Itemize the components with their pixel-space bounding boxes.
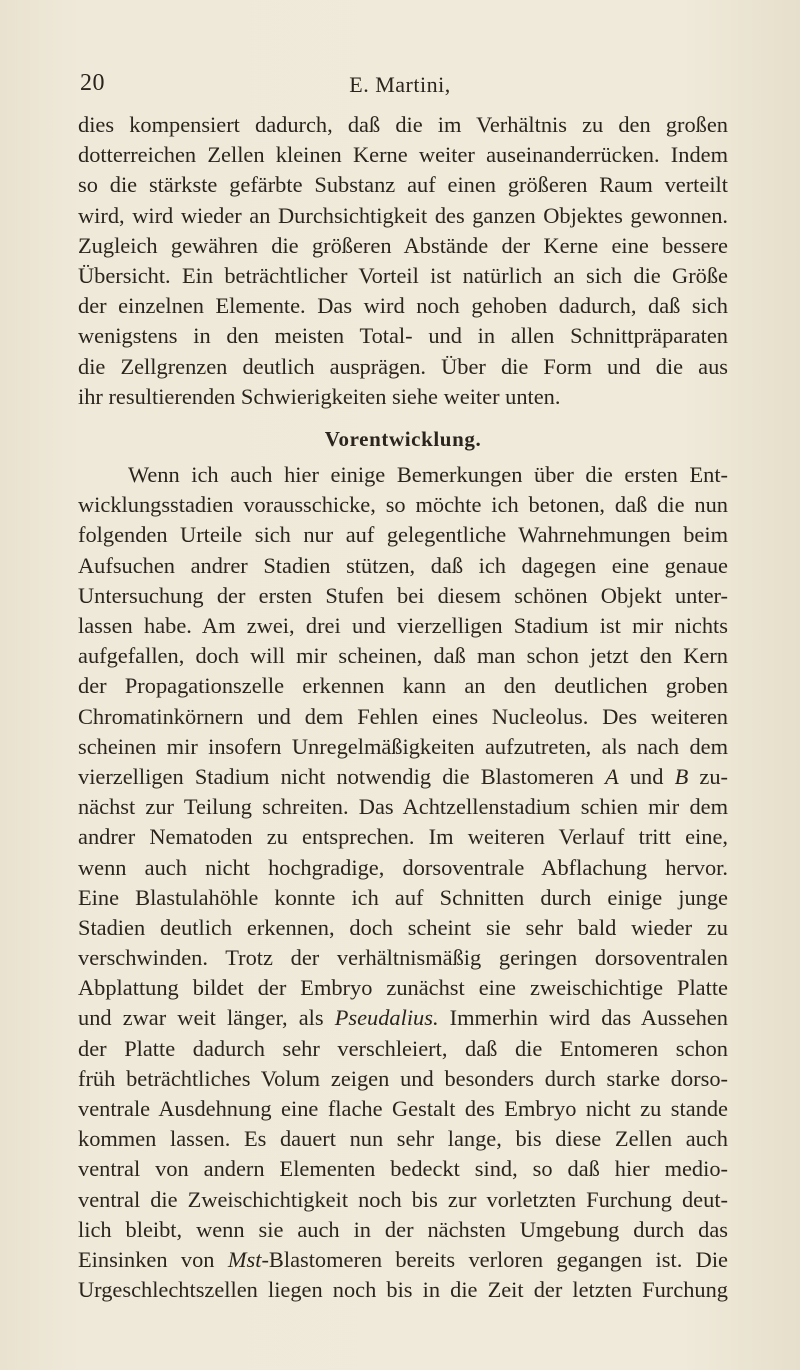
page-number: 20 (80, 70, 105, 96)
italic-abbreviation: Mst (227, 1246, 262, 1272)
text-line: Stadien deutlich erkennen, doch scheint sie sehr bald wieder zu (78, 914, 728, 940)
text-line: der einzelnen Elemente. Das wird noch gehoben dadurch, daß sich (78, 293, 728, 319)
text-line: folgenden Urteile sich nur auf gelegentliche Wahrnehmungen beim (78, 522, 728, 548)
text-line: Zugleich gewähren die größeren Abstände der Kerne eine bessere (78, 232, 728, 258)
text-line: wird, wird wieder an Durchsichtigkeit des ganzen Objektes gewonnen. (78, 202, 728, 228)
text-line: der Platte dadurch sehr verschleiert, daß die Entomeren schon (78, 1035, 728, 1061)
text-segment: zu- (688, 763, 728, 789)
text-line: Abplattung bildet der Embryo zunächst eine zweischichtige Platte (78, 975, 728, 1001)
text-segment: vierzelligen Stadium nicht notwendig die Blastomeren (78, 763, 606, 789)
text-line: scheinen mir insofern Unregelmäßigkeiten aufzutreten, als nach dem (78, 733, 728, 759)
text-line: dotterreichen Zellen kleinen Kerne weiter auseinanderrücken. Indem (78, 142, 728, 168)
italic-letter: A (605, 763, 619, 789)
text-segment: -Blastomeren bereits verloren gegangen ist. Die (261, 1246, 728, 1272)
text-line (78, 1245, 728, 1275)
text-segment: und (618, 763, 675, 789)
text-line: ventral von andern Elementen bedeckt sind, so daß hier medio- (78, 1156, 728, 1182)
italic-genus-name: Pseudalius. (334, 1005, 439, 1031)
italic-letter: B (674, 763, 689, 789)
text-segment: und zwar weit länger, als (78, 1005, 335, 1031)
text-line: ventrale Ausdehnung eine flache Gestalt des Embryo nicht zu stande (78, 1096, 728, 1121)
paragraph (78, 460, 728, 1305)
text-line: ihr resultierenden Schwierigkeiten siehe weiter unten. (78, 383, 561, 409)
text-line: Aufsuchen andrer Stadien stützen, daß ich dagegen eine genaue (78, 552, 728, 578)
text-line: Urgeschlechtszellen liegen noch bis in die Zeit der letzten Furchung (78, 1277, 728, 1303)
text-line: Übersicht. Ein beträchtlicher Vorteil ist natürlich an sich die Größe (78, 262, 728, 288)
text-line: so die stärkste gefärbte Substanz auf einen größeren Raum verteilt (78, 172, 728, 198)
text-line: ventral die Zweischichtigkeit noch bis zur vorletzten Furchung deut- (78, 1186, 728, 1212)
text-line: wenn auch nicht hochgradige, dorsoventrale Abflachung hervor. (78, 854, 728, 880)
text-line: die Zellgrenzen deutlich ausprägen. Über die Form und die aus (78, 353, 728, 379)
text-line: wenigstens in den meisten Total- und in allen Schnittpräparaten (78, 323, 728, 349)
text-line: lich bleibt, wenn sie auch in der nächsten Umgebung durch das (78, 1216, 728, 1242)
text-segment: Immerhin wird das Aussehen (438, 1005, 728, 1031)
text-line: andrer Nematoden zu entsprechen. Im weiteren Verlauf tritt eine, (78, 824, 728, 850)
text-line: aufgefallen, doch will mir scheinen, daß man schon jetzt den Kern (78, 643, 728, 669)
text-line: Eine Blastulahöhle konnte ich auf Schnitten durch einige junge (78, 884, 728, 910)
text-line: lassen habe. Am zwei, drei und vierzelligen Stadium ist mir nichts (78, 613, 728, 638)
text-line: verschwinden. Trotz der verhältnismäßig geringen dorsoventralen (78, 945, 728, 971)
text-line: dies kompensiert dadurch, daß die im Verhältnis zu den großen (78, 112, 728, 137)
page-header (80, 70, 720, 100)
text-line: der Propagationszelle erkennen kann an den deutlichen groben (78, 673, 728, 699)
text-line: früh beträchtliches Volum zeigen und besonders durch starke dorso- (78, 1065, 728, 1091)
text-line: Wenn ich auch hier einige Bemerkungen über die ersten Ent- (128, 462, 728, 488)
body-text (78, 110, 728, 1305)
text-line: Chromatinkörnern und dem Fehlen eines Nucleolus. Des weiteren (78, 703, 728, 729)
text-line (78, 762, 728, 792)
text-line: Untersuchung der ersten Stufen bei diesem schönen Objekt unter- (78, 582, 728, 608)
text-line: nächst zur Teilung schreiten. Das Achtzellenstadium schien mir dem (78, 794, 728, 820)
section-heading: Vorentwicklung. (324, 426, 482, 451)
text-segment: Einsinken von (78, 1246, 228, 1272)
text-line: wicklungsstadien vorausschicke, so möchte ich betonen, daß die nun (78, 492, 728, 518)
paragraph (78, 110, 728, 412)
text-line: kommen lassen. Es dauert nun sehr lange, bis diese Zellen auch (78, 1126, 728, 1152)
running-head: E. Martini, (349, 72, 451, 97)
text-line (78, 1003, 728, 1033)
